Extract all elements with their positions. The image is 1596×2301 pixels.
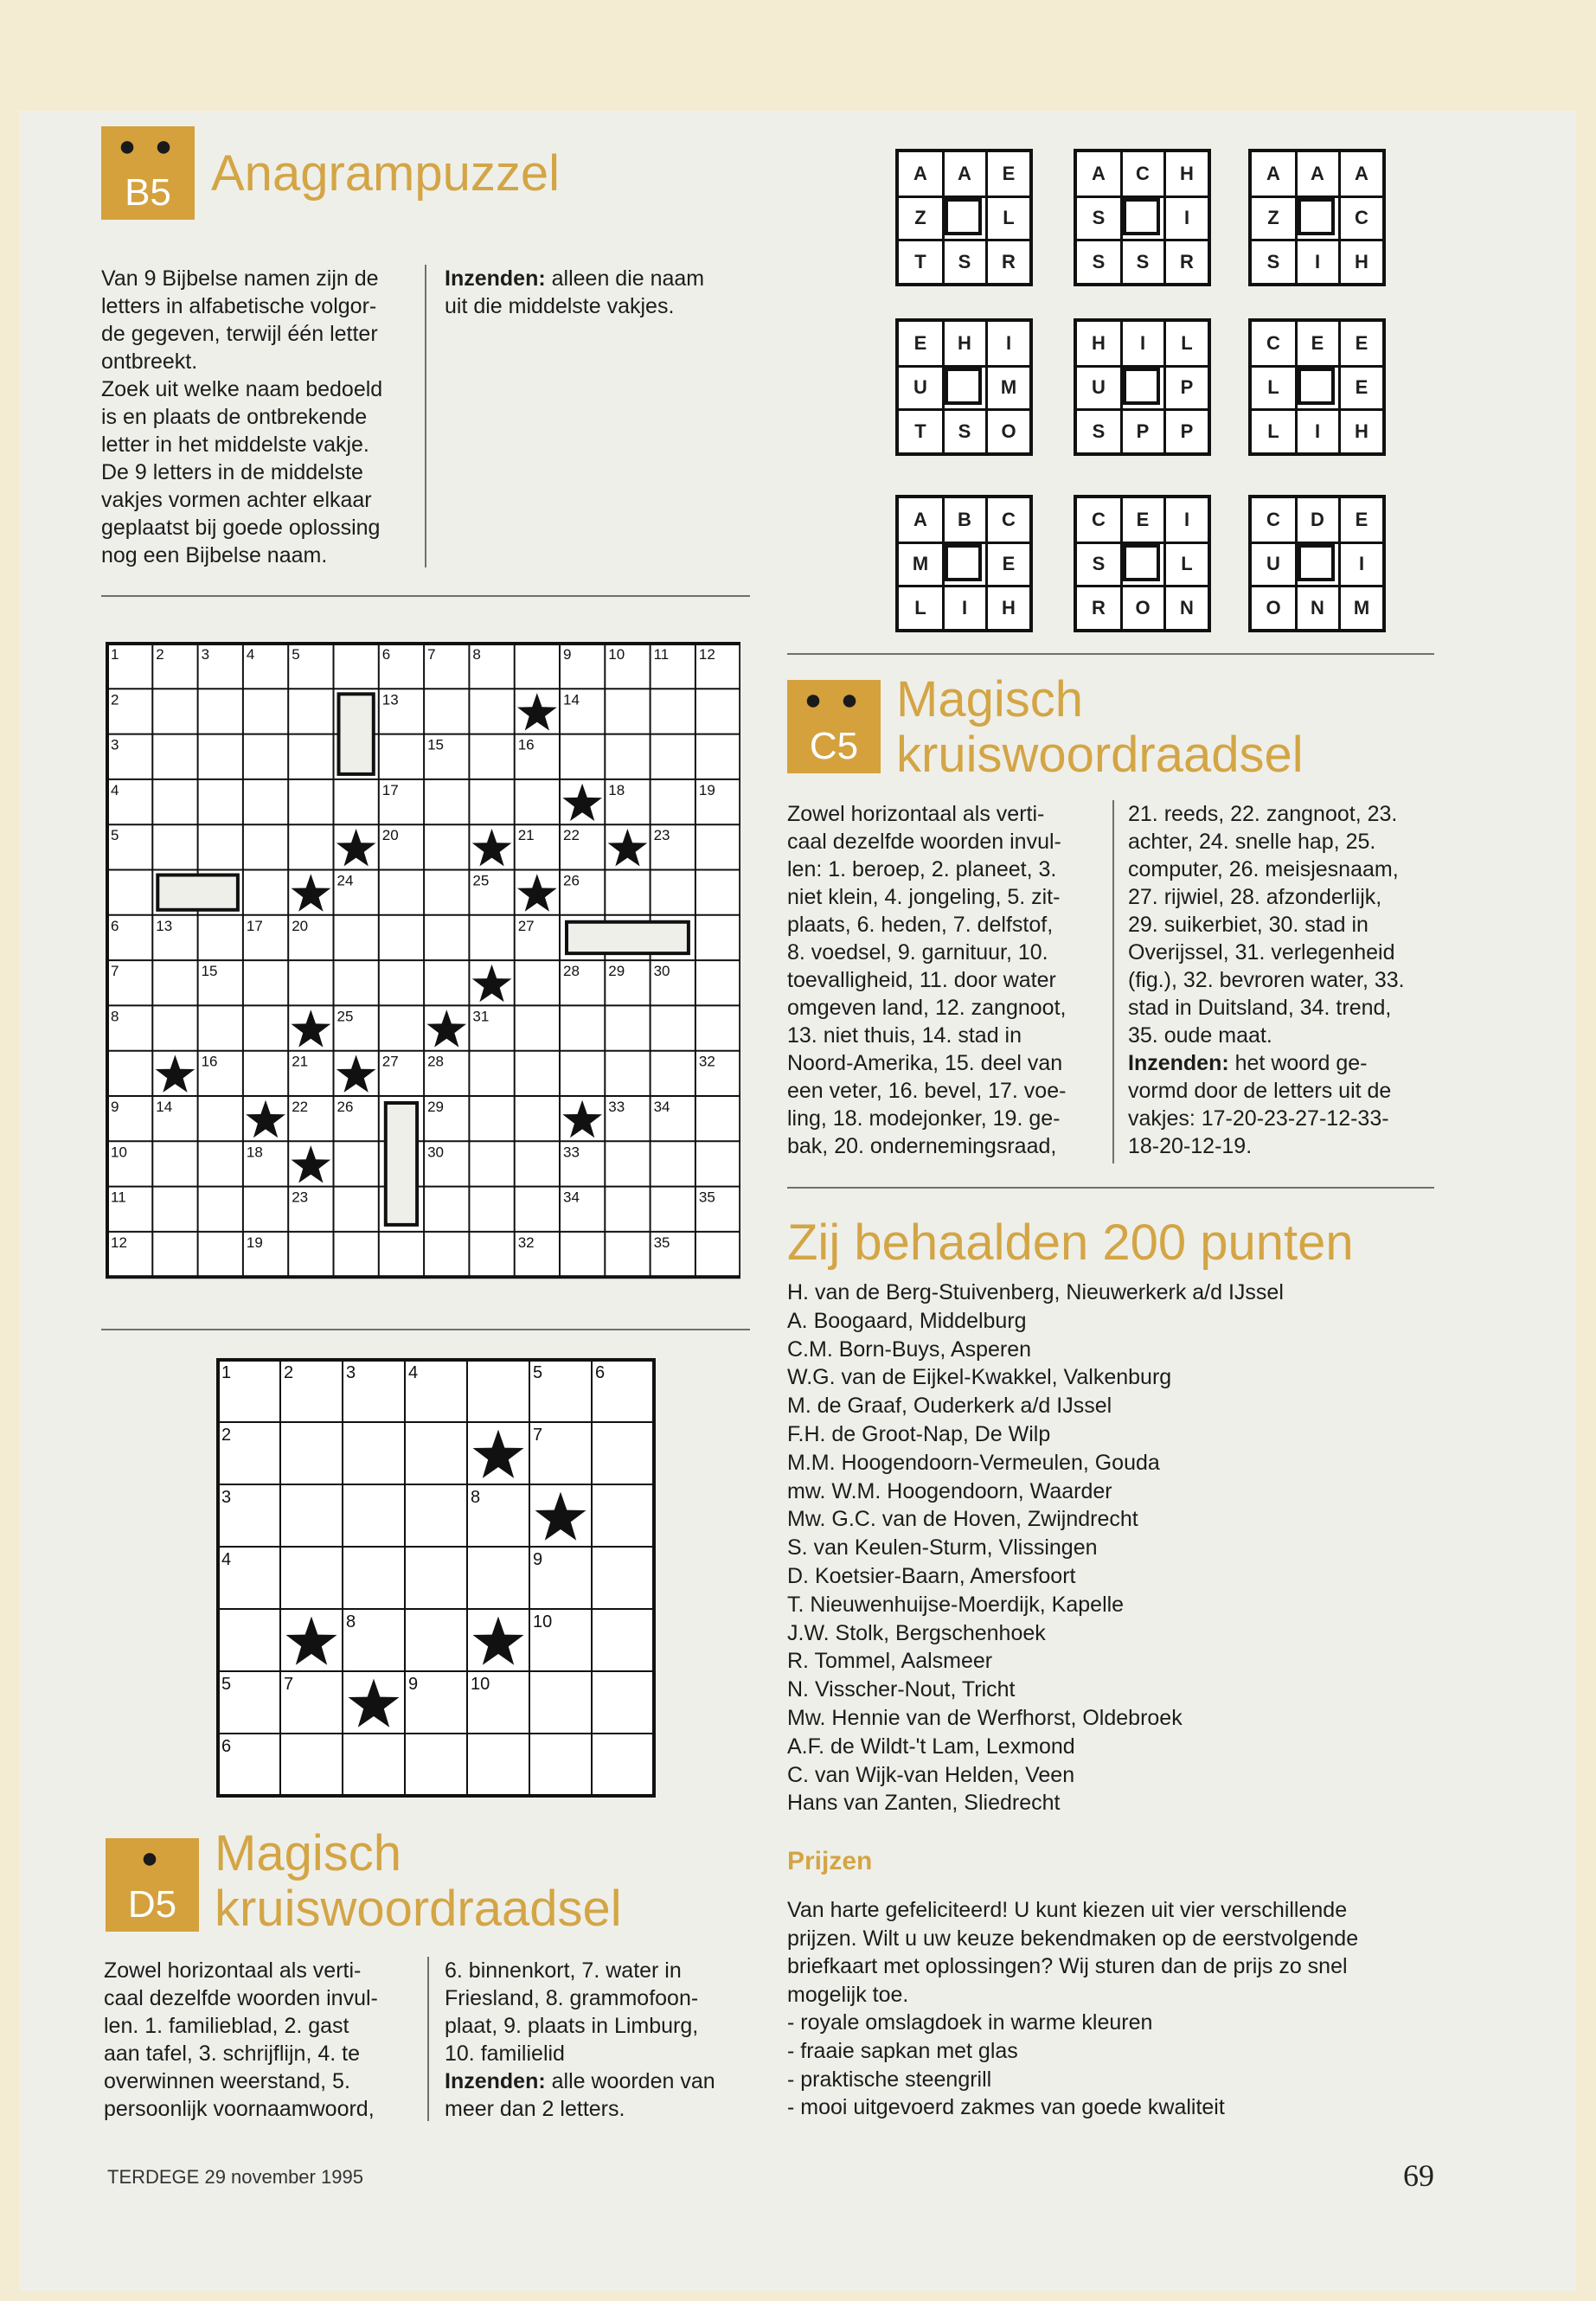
clue-number: 33 xyxy=(563,1144,580,1161)
d5-code: D5 xyxy=(127,1883,177,1926)
clue-number: 9 xyxy=(111,1099,119,1115)
anagram-letter: E xyxy=(1355,332,1368,354)
anagram-box xyxy=(1248,149,1386,286)
anagram-letter: R xyxy=(1092,597,1106,619)
anagram-letter: E xyxy=(1002,163,1016,184)
clue-number: 16 xyxy=(201,1053,218,1070)
d5-clues-left: Zowel horizontaal als verti- caal dezelfde woorden invul- len. 1. familieblad, 2. gast aan tafel, 3. schrijflijn, 4. te overwinnen weerstand, 5. persoonlijk voornaamwoord, xyxy=(104,1958,378,2121)
d5-crossword-grid xyxy=(216,1358,661,1808)
clue-number: 6 xyxy=(595,1363,606,1382)
clue-number: 10 xyxy=(471,1675,490,1694)
clue-number: 35 xyxy=(698,1189,715,1206)
clue-number: 32 xyxy=(517,1234,535,1251)
clue-number: 6 xyxy=(381,646,391,663)
clue-number: 9 xyxy=(408,1675,419,1694)
anagram-letter: Z xyxy=(1267,207,1279,228)
clue-number: 10 xyxy=(111,1144,127,1161)
anagram-box xyxy=(1248,495,1386,632)
clue-number: 8 xyxy=(472,646,481,663)
clue-number: 21 xyxy=(292,1053,309,1070)
clue-number: 25 xyxy=(337,1008,354,1025)
anagram-letter: L xyxy=(1267,420,1279,442)
anagram-letter: S xyxy=(958,251,971,272)
anagram-letter: A xyxy=(1311,163,1324,184)
anagram-letter: R xyxy=(1180,251,1194,272)
clue-number: 2 xyxy=(284,1363,294,1382)
anagram-letter: A xyxy=(1266,163,1280,184)
d5-difficulty-dot: ● xyxy=(140,1842,164,1875)
clue-number: 32 xyxy=(698,1053,715,1070)
anagram-letter: O xyxy=(1001,420,1016,442)
clue-number: 7 xyxy=(533,1426,543,1445)
list-item: M.M. Hoogendoorn-Vermeulen, Gouda xyxy=(787,1450,1160,1475)
c5-title-2: kruiswoordraadsel xyxy=(896,727,1304,783)
clue-number: 5 xyxy=(111,827,119,844)
clue-number: 30 xyxy=(427,1144,445,1161)
anagram-letter: H xyxy=(1355,251,1368,272)
clue-number: 15 xyxy=(201,963,218,980)
clue-number: 8 xyxy=(346,1612,356,1631)
clue-number: 12 xyxy=(698,646,715,663)
anagram-letter: C xyxy=(1136,163,1150,184)
list-item: W.G. van de Eijkel-Kwakkel, Valkenburg xyxy=(787,1365,1172,1390)
clue-number: 9 xyxy=(563,646,572,663)
anagram-answer-cell[interactable] xyxy=(945,368,982,405)
clue-number: 11 xyxy=(653,646,670,663)
clue-number: 24 xyxy=(337,872,354,889)
anagram-letter: N xyxy=(1311,597,1324,619)
clue-number: 3 xyxy=(221,1488,232,1507)
anagram-letter: H xyxy=(958,332,971,354)
anagram-letter: I xyxy=(1139,332,1146,354)
anagram-letter: C xyxy=(1355,207,1368,228)
clue-number: 34 xyxy=(563,1189,580,1206)
list-item: A.F. de Wildt-'t Lam, Lexmond xyxy=(787,1734,1075,1759)
clue-number: 4 xyxy=(221,1550,232,1569)
clue-number: 7 xyxy=(111,963,119,980)
anagram-box xyxy=(895,318,1033,456)
anagram-letter: P xyxy=(1180,376,1194,398)
clue-number: 5 xyxy=(533,1363,543,1382)
anagram-letter: S xyxy=(1092,553,1106,574)
d5-title-2: kruiswoordraadsel xyxy=(215,1881,622,1937)
anagram-box xyxy=(1074,495,1211,632)
anagram-letter: T xyxy=(914,420,926,442)
c5-code: C5 xyxy=(809,725,859,767)
d5-title-1: Magisch xyxy=(215,1825,401,1881)
anagram-letter: I xyxy=(1314,420,1321,442)
clue-number: 1 xyxy=(111,646,119,663)
anagram-box xyxy=(1248,318,1386,456)
anagram-letter: C xyxy=(1266,509,1280,530)
clue-number: 12 xyxy=(111,1234,127,1251)
anagram-letter: N xyxy=(1180,597,1194,619)
clue-number: 22 xyxy=(292,1099,309,1115)
clue-number: 26 xyxy=(563,872,580,889)
b5-inzenden: Inzenden: alleen die naam uit die middelste vakjes. xyxy=(445,266,705,318)
anagram-letter: H xyxy=(1355,420,1368,442)
clue-number: 23 xyxy=(292,1189,309,1206)
anagram-answer-cell[interactable] xyxy=(1298,368,1335,405)
clue-number: 31 xyxy=(472,1008,490,1025)
clue-number: 28 xyxy=(563,963,580,980)
clue-number: 8 xyxy=(111,1008,119,1025)
b5-code: B5 xyxy=(125,171,171,214)
anagram-letter: U xyxy=(913,376,927,398)
anagram-answer-cell[interactable] xyxy=(1298,544,1335,581)
c5-badge xyxy=(787,680,881,773)
anagram-letter: L xyxy=(1003,207,1015,228)
clue-number: 14 xyxy=(156,1099,173,1115)
winners-title: Zij behaalden 200 punten xyxy=(787,1215,1354,1271)
clue-number: 20 xyxy=(381,827,399,844)
clue-number: 16 xyxy=(517,736,535,753)
anagram-letter: C xyxy=(1002,509,1016,530)
clue-number: 22 xyxy=(563,827,580,844)
anagram-answer-cell[interactable] xyxy=(1123,368,1160,405)
anagram-box xyxy=(1074,149,1211,286)
clue-number: 29 xyxy=(427,1099,445,1115)
anagram-letter: A xyxy=(913,509,927,530)
list-item: C. van Wijk-van Helden, Veen xyxy=(787,1762,1075,1787)
clue-number: 5 xyxy=(221,1675,232,1694)
clue-number: 6 xyxy=(111,917,119,934)
anagram-answer-cell[interactable] xyxy=(1123,544,1160,581)
anagram-letter: S xyxy=(1136,251,1150,272)
clue-number: 26 xyxy=(337,1099,354,1115)
anagram-letter: L xyxy=(1181,332,1193,354)
c5-clues-right: 21. reeds, 22. zangnoot, 23. achter, 24. snelle hap, 25. computer, 26. meisjesnaam, 27. rijwiel, 28. afzonderlijk, 29. suikerbiet, 30. stad in Overijssel, 31. verlegenheid (fig.), 32. bevroren water, 33. stad in Duitsland, 34. trend, 35. oude maat. Inzenden: het woord ge- vormd door de letters uit de vakjes: 17-20-23-27-12-33- 18-20-12-19. xyxy=(1128,802,1405,1158)
c5-crossword-grid xyxy=(106,642,740,1291)
anagram-letter: I xyxy=(1314,251,1321,272)
clue-number: 4 xyxy=(111,781,119,798)
winners-list xyxy=(787,1279,1445,1817)
list-item: N. Visscher-Nout, Tricht xyxy=(787,1677,1016,1702)
blank-region xyxy=(157,875,238,910)
clue-number: 28 xyxy=(427,1053,445,1070)
anagram-letter: S xyxy=(1092,207,1106,228)
anagram-letter: R xyxy=(1002,251,1016,272)
clue-number: 6 xyxy=(221,1737,232,1756)
anagram-letter: I xyxy=(1005,332,1012,354)
prijzen-title: Prijzen xyxy=(787,1847,873,1875)
anagram-letter: T xyxy=(914,251,926,272)
anagram-letter: A xyxy=(913,163,927,184)
clue-number: 3 xyxy=(346,1363,356,1382)
clue-number: 2 xyxy=(111,691,119,708)
anagram-letter: Z xyxy=(914,207,926,228)
b5-title: Anagrampuzzel xyxy=(211,145,560,202)
list-item: F.H. de Groot-Nap, De Wilp xyxy=(787,1421,1051,1446)
clue-number: 27 xyxy=(381,1053,399,1070)
anagram-letter: S xyxy=(1266,251,1280,272)
anagram-letter: L xyxy=(1181,553,1193,574)
clue-number: 20 xyxy=(292,917,309,934)
anagram-letter: C xyxy=(1266,332,1280,354)
anagram-letter: P xyxy=(1180,420,1194,442)
clue-number: 13 xyxy=(156,917,173,934)
anagram-letter: U xyxy=(1092,376,1106,398)
b5-instructions: Van 9 Bijbelse namen zijn de letters in alfabetische volgor- de gegeven, terwijl één letter ontbreekt. Zoek uit welke naam bedoeld is en plaats de ontbrekende letter in het middelste vakje. De 9 letters in de middelste vakjes vormen achter elkaar geplaatst bij goede oplossing nog een Bijbelse naam. xyxy=(101,266,383,567)
anagram-letter: M xyxy=(912,553,929,574)
anagram-letter: H xyxy=(1180,163,1194,184)
list-item: H. van de Berg-Stuivenberg, Nieuwerkerk a/d IJssel xyxy=(787,1280,1284,1304)
clue-number: 13 xyxy=(381,691,399,708)
clue-number: 8 xyxy=(471,1488,481,1507)
anagram-letter: I xyxy=(961,597,968,619)
clue-number: 18 xyxy=(246,1144,263,1161)
anagram-letter: O xyxy=(1135,597,1151,619)
list-item: Mw. Hennie van de Werfhorst, Oldebroek xyxy=(787,1705,1183,1730)
anagram-letter: I xyxy=(1183,207,1190,228)
anagram-letter: O xyxy=(1266,597,1281,619)
anagram-letter: C xyxy=(1092,509,1106,530)
blank-region xyxy=(386,1103,417,1225)
footer-issue: TERDEGE 29 november 1995 xyxy=(107,2166,363,2188)
list-item: mw. W.M. Hoogendoorn, Waarder xyxy=(787,1478,1112,1503)
clue-number: 14 xyxy=(563,691,580,708)
list-item: Hans van Zanten, Sliedrecht xyxy=(787,1791,1061,1816)
c5-difficulty-dots: ● ● xyxy=(804,683,864,716)
anagram-letter: D xyxy=(1311,509,1324,530)
clue-number: 1 xyxy=(221,1363,232,1382)
prijzen-text: Van harte gefeliciteerd! U kunt kiezen uit vier verschillende prijzen. Wilt u uw keuze bekendmaken op de eerstvolgende briefkaart met oplossingen? Wij sturen dan de prijs zo snel mogelijk toe. - royale omslagdoek in warme kleuren - fraaie sapkan met glas - praktische steengrill - mooi uitgevoerd zakmes van goede kwaliteit xyxy=(787,1898,1359,2120)
anagram-letter: E xyxy=(1355,509,1368,530)
clue-number: 21 xyxy=(517,827,535,844)
clue-number: 2 xyxy=(221,1426,232,1445)
anagram-answer-cell[interactable] xyxy=(945,544,982,581)
clue-number: 30 xyxy=(653,963,670,980)
anagram-letter: H xyxy=(1002,597,1016,619)
clue-number: 19 xyxy=(698,781,715,798)
clue-number: 4 xyxy=(246,646,255,663)
list-item: S. van Keulen-Sturm, Vlissingen xyxy=(787,1535,1098,1561)
clue-number: 5 xyxy=(292,646,300,663)
list-item: Mw. G.C. van de Hoven, Zwijndrecht xyxy=(787,1507,1138,1532)
clue-number: 25 xyxy=(472,872,490,889)
blank-region xyxy=(567,922,689,953)
c5-clues-left: Zowel horizontaal als verti- caal dezelfde woorden invul- len: 1. beroep, 2. planeet, 3. niet klein, 4. jongeling, 5. zit- plaats, 6. heden, 7. delfstof, 8. voedsel, 9. garnituur, 10. toevalligheid, 11. door water omgeven land, 12. zangnoot, 13. niet thuis, 14. stad in Noord-Amerika, 15. deel van een veter, 16. bevel, 17. voe- ling, 18. modejonker, 19. ge- bak, 20. ondernemingsraad, xyxy=(787,802,1067,1158)
anagram-letter: I xyxy=(1183,509,1190,530)
anagram-letter: P xyxy=(1136,420,1150,442)
clue-number: 27 xyxy=(517,917,535,934)
page-number: 69 xyxy=(1403,2158,1434,2193)
anagram-box xyxy=(1074,318,1211,456)
d5-clues-right: 6. binnenkort, 7. water in Friesland, 8. grammofoon- plaat, 9. plaats in Limburg, 10. familielid Inzenden: alle woorden van meer dan 2 letters. xyxy=(445,1958,715,2121)
anagram-box xyxy=(895,149,1033,286)
b5-difficulty-dots: ● ● xyxy=(118,130,178,163)
anagram-answer-cell[interactable] xyxy=(1123,198,1160,235)
c5-title-1: Magisch xyxy=(896,671,1083,727)
d5-badge xyxy=(106,1838,199,1932)
list-item: C.M. Born-Buys, Asperen xyxy=(787,1336,1032,1362)
anagram-letter: M xyxy=(1353,597,1370,619)
anagram-letter: U xyxy=(1266,553,1280,574)
anagram-answer-cell[interactable] xyxy=(1298,198,1335,235)
clue-number: 10 xyxy=(608,646,625,663)
anagram-box xyxy=(895,495,1033,632)
clue-number: 23 xyxy=(653,827,670,844)
clue-number: 11 xyxy=(111,1189,126,1206)
list-item: T. Nieuwenhuijse-Moerdijk, Kapelle xyxy=(787,1592,1125,1617)
clue-number: 7 xyxy=(284,1675,294,1694)
clue-number: 33 xyxy=(608,1099,625,1115)
clue-number: 3 xyxy=(111,736,119,753)
anagram-letter: E xyxy=(913,332,927,354)
anagram-letter: A xyxy=(958,163,971,184)
anagram-letter: S xyxy=(1092,251,1106,272)
anagram-letter: L xyxy=(914,597,926,619)
clue-number: 35 xyxy=(653,1234,670,1251)
clue-number: 7 xyxy=(427,646,436,663)
anagram-letter: E xyxy=(1136,509,1150,530)
anagram-letter: E xyxy=(1002,553,1016,574)
clue-number: 15 xyxy=(427,736,445,753)
anagram-answer-cell[interactable] xyxy=(945,198,982,235)
b5-badge xyxy=(101,126,195,220)
clue-number: 17 xyxy=(246,917,263,934)
clue-number: 4 xyxy=(408,1363,419,1382)
anagram-letter: I xyxy=(1358,553,1365,574)
blank-region xyxy=(339,694,374,774)
anagram-letter: B xyxy=(958,509,971,530)
clue-number: 19 xyxy=(246,1234,263,1251)
anagram-letter: E xyxy=(1355,376,1368,398)
anagram-letter: E xyxy=(1311,332,1324,354)
list-item: A. Boogaard, Middelburg xyxy=(787,1308,1027,1333)
anagram-letter: A xyxy=(1355,163,1368,184)
clue-number: 3 xyxy=(201,646,210,663)
anagram-letter: H xyxy=(1092,332,1106,354)
list-item: D. Koetsier-Baarn, Amersfoort xyxy=(787,1563,1076,1588)
list-item: M. de Graaf, Ouderkerk a/d IJssel xyxy=(787,1394,1112,1419)
clue-number: 10 xyxy=(533,1612,553,1631)
clue-number: 34 xyxy=(653,1099,670,1115)
anagram-letter: S xyxy=(958,420,971,442)
clue-number: 18 xyxy=(608,781,625,798)
clue-number: 29 xyxy=(608,963,625,980)
grid-frame xyxy=(218,1360,654,1796)
anagram-letter: M xyxy=(1000,376,1017,398)
clue-number: 9 xyxy=(533,1550,543,1569)
list-item: J.W. Stolk, Bergschenhoek xyxy=(787,1620,1046,1645)
anagram-letter: S xyxy=(1092,420,1106,442)
list-item: R. Tommel, Aalsmeer xyxy=(787,1649,993,1674)
anagram-letter: L xyxy=(1267,376,1279,398)
clue-number: 17 xyxy=(381,781,399,798)
clue-number: 2 xyxy=(156,646,164,663)
anagram-letter: A xyxy=(1092,163,1106,184)
